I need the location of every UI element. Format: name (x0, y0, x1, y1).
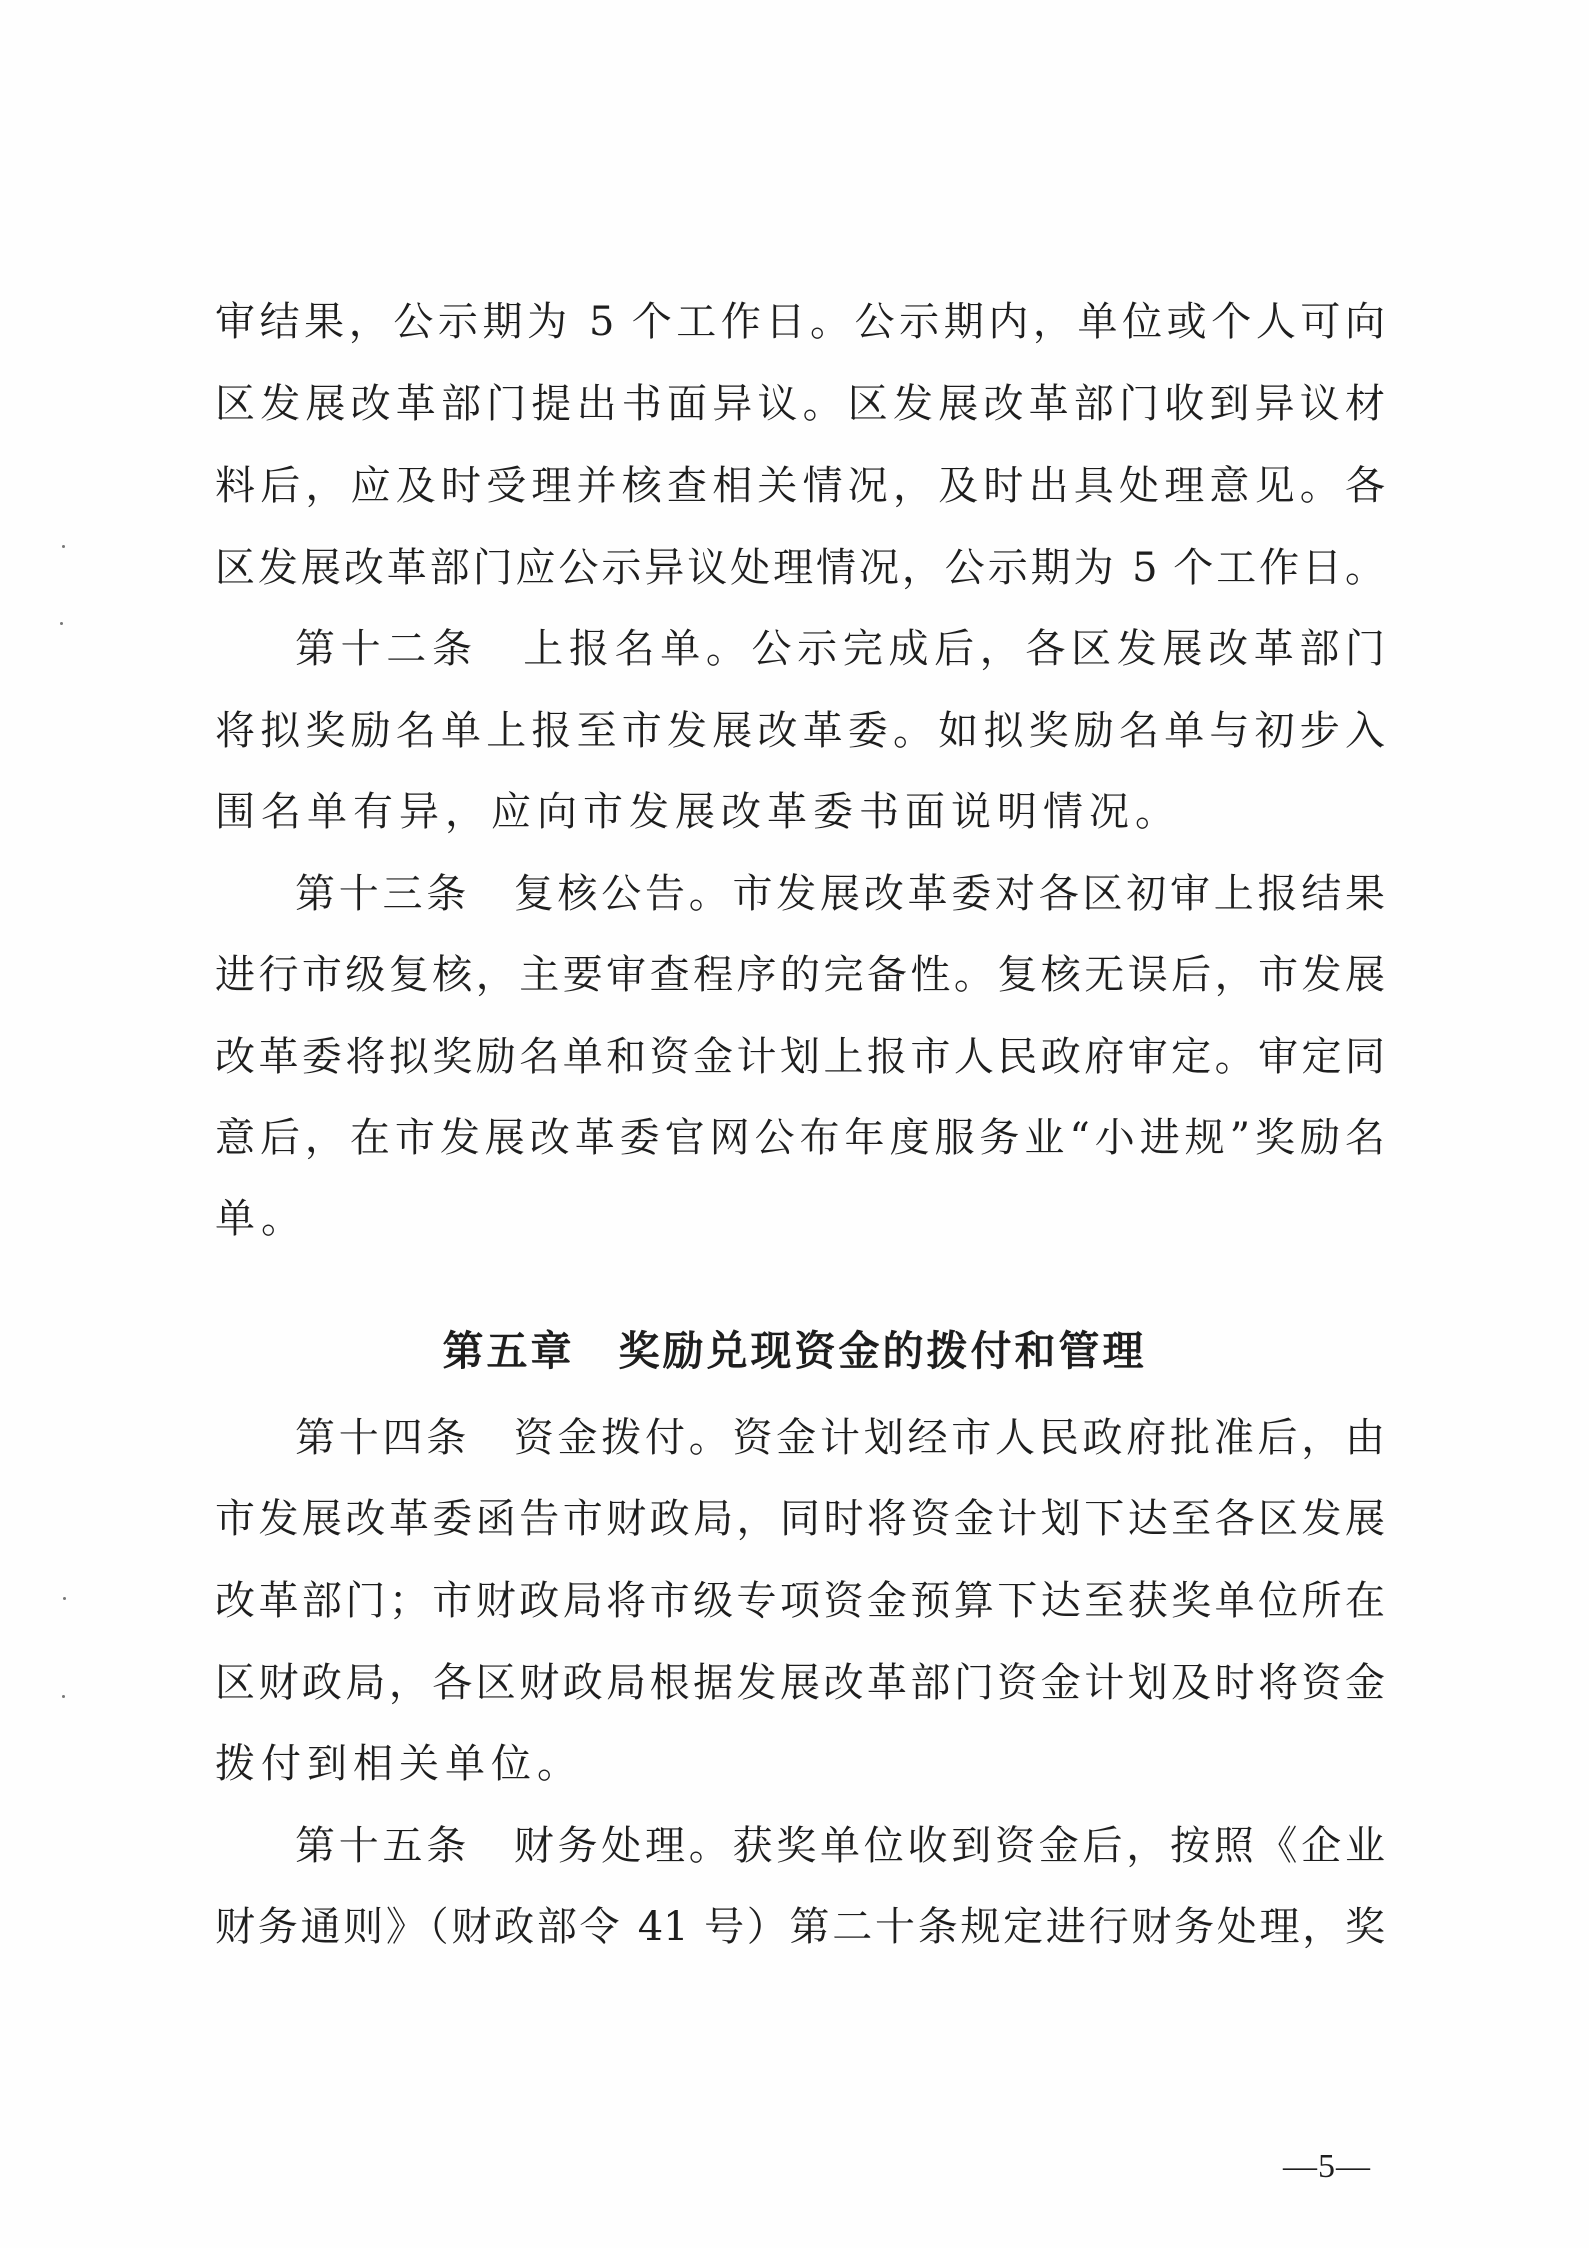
paragraph-line: 进行市级复核，主要审查程序的完备性。复核无误后，市发展 (215, 952, 1385, 998)
paragraph-line: 围名单有异，应向市发展改革委书面说明情况。 (215, 789, 1181, 835)
paragraph-line: 区发展改革部门提出书面异议。区发展改革部门收到异议材 (215, 381, 1385, 427)
scan-speck (62, 1695, 65, 1698)
paragraph-line: 单。 (215, 1196, 307, 1242)
paragraph-line: 意后，在市发展改革委官网公布年度服务业“小进规”奖励名 (215, 1115, 1385, 1161)
scan-speck (63, 1597, 66, 1600)
paragraph-line: 改革委将拟奖励名单和资金计划上报市人民政府审定。审定同 (215, 1034, 1385, 1080)
paragraph-line: 改革部门；市财政局将市级专项资金预算下达至获奖单位所在 (215, 1578, 1385, 1624)
article-14-heading-line: 第十四条 资金拨付。资金计划经市人民政府批准后，由 (295, 1415, 1385, 1461)
scan-speck (60, 622, 63, 625)
paragraph-line: 区发展改革部门应公示异议处理情况，公示期为 5 个工作日。 (215, 545, 1385, 591)
chapter-title: 第五章 奖励兑现资金的拨付和管理 (442, 1327, 1147, 1375)
paragraph-line: 料后，应及时受理并核查相关情况，及时出具处理意见。各 (215, 463, 1385, 509)
article-15-heading-line: 第十五条 财务处理。获奖单位收到资金后，按照《企业 (295, 1823, 1385, 1869)
paragraph-line: 财务通则》（财政部令 41 号）第二十条规定进行财务处理，奖 (215, 1904, 1385, 1950)
paragraph-line: 审结果，公示期为 5 个工作日。公示期内，单位或个人可向 (215, 299, 1385, 345)
paragraph-line: 拨付到相关单位。 (215, 1741, 583, 1787)
paragraph-line: 区财政局，各区财政局根据发展改革部门资金计划及时将资金 (215, 1660, 1385, 1706)
page-number: —5— (1283, 2148, 1371, 2185)
scan-speck (62, 545, 65, 548)
paragraph-line: 市发展改革委函告市财政局，同时将资金计划下达至各区发展 (215, 1496, 1385, 1542)
article-12-heading-line: 第十二条 上报名单。公示完成后，各区发展改革部门 (295, 626, 1385, 672)
paragraph-line: 将拟奖励名单上报至市发展改革委。如拟奖励名单与初步入 (215, 708, 1385, 754)
article-13-heading-line: 第十三条 复核公告。市发展改革委对各区初审上报结果 (295, 871, 1385, 917)
